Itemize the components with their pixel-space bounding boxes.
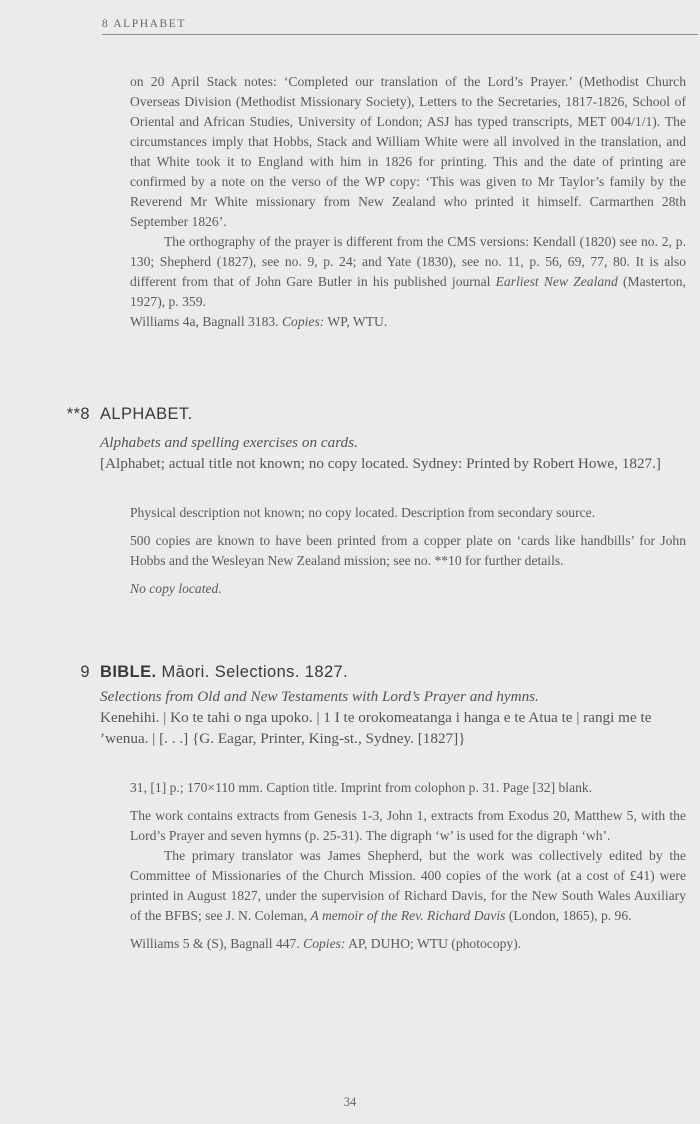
entry-9-contents-paragraph: The work contains extracts from Genesis 1-3, John 1, extracts from Exodus 20, Matthew 5, with the Lord’s Prayer and seven hymns (p. 25-31). The digraph ‘w’ is used for the digraph ‘wh’. xyxy=(130,808,686,843)
continuation-paragraph-1: on 20 April Stack notes: ‘Completed our translation of the Lord’s Prayer.’ (Methodist Church Overseas Division (Methodist Missionary Society), Letters to the Secretaries, 1817-1826, School of Oriental and African Studies, University of London; ASJ has typed transcripts, MET 004/1/1). The circumstances imply that Hobbs, Stack and William White were all involved in the translation, and that White took it to England with him in 1826 for printing. This and the date of printing are confirmed by a note on the verso of the WP copy: ‘This was given to Mr Taylor’s family by the Reverend Mr White missionary from New Zealand who printed it himself. Carmarthen 28th September 1826’. xyxy=(130,74,686,229)
entry-9-subtitle: Selections from Old and New Testaments with Lord’s Prayer and hymns. xyxy=(100,688,539,705)
continuation-block xyxy=(130,72,686,332)
entry-9-number: 9 xyxy=(80,663,90,681)
entry-8-bracket-title: [Alphabet; actual title not known; no copy located. Sydney: Printed by Robert Howe, 1827.] xyxy=(100,455,661,472)
continuation-citation: Williams 4a, Bagnall 3183. Copies: WP, WTU. xyxy=(130,314,388,329)
entry-8-subtitle: Alphabets and spelling exercises on cards. xyxy=(100,434,358,451)
entry-8-title: ALPHABET. xyxy=(100,405,193,423)
entry-8-notes xyxy=(130,503,686,599)
entry-8-number: **8 xyxy=(66,405,90,423)
entry-9-physical-description: 31, [1] p.; 170×110 mm. Caption title. Imprint from colophon p. 31. Page [32] blank. xyxy=(130,780,593,795)
entry-9-title-block xyxy=(100,686,666,749)
entry-8-note-paragraph: 500 copies are known to have been printed from a copper plate on ‘cards like handbills’ for John Hobbs and the Wesleyan New Zealand mission; see no. **10 for further details. xyxy=(130,533,686,568)
entry-9-transcription: Kenehihi. | Ko te tahi o nga upoko. | 1 I te orokomeatanga i hanga e te Atua te | rangi me te ’wenua. | [. . .] {G. Eagar, Printer, King-st., Sydney. [1827]} xyxy=(100,709,652,747)
entry-9-translator-paragraph: The primary translator was James Shepherd, but the work was collectively edited by the Committee of Missionaries of the Church Mission. 400 copies of the work (at a cost of £41) were printed in August 1827, under the supervision of Richard Davis, for the New South Wales Auxiliary of the BFBS; see J. N. Coleman, A memoir of the Rev. Richard Davis (London, 1865), p. 96. xyxy=(130,848,686,923)
page-number: 34 xyxy=(343,1095,357,1109)
entry-8-copies-note: No copy located. xyxy=(130,581,222,596)
continuation-paragraph-2: The orthography of the prayer is different from the CMS versions: Kendall (1820) see no. 2, p. 130; Shepherd (1827), see no. 9, p. 24; and Yate (1830), see no. 11, p. 56, 69, 77, 80. It is also different from that of John Gare Butler in his published journal Earliest New Zealand (Masterton, 1927), p. 359. xyxy=(130,234,686,309)
entry-9-notes xyxy=(130,778,686,954)
running-head: 8 ALPHABET xyxy=(102,18,698,35)
entry-9-title: BIBLE. Māori. Selections. 1827. xyxy=(100,663,349,681)
entry-8-physical-description: Physical description not known; no copy located. Description from secondary source. xyxy=(130,505,596,520)
entry-9-citation: Williams 5 & (S), Bagnall 447. Copies: AP, DUHO; WTU (photocopy). xyxy=(130,936,522,951)
entry-8-title-block xyxy=(100,432,666,474)
